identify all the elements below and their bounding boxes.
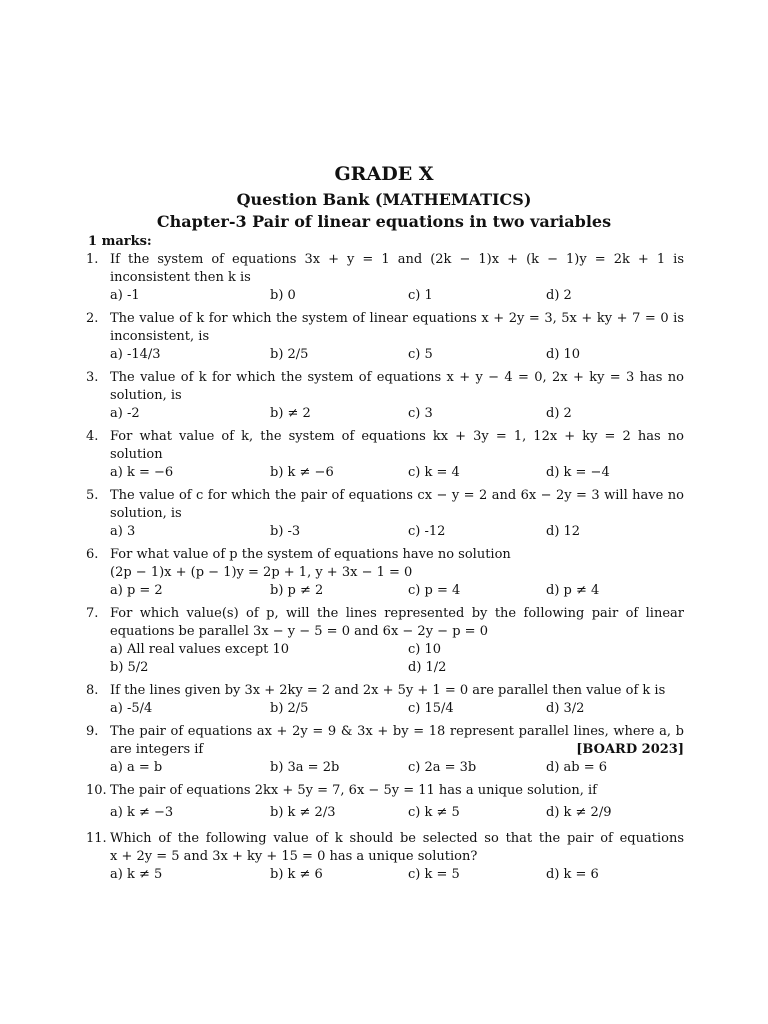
option-d: d) 2 xyxy=(546,288,572,303)
question-number: 3. xyxy=(86,370,99,385)
option-c: c) 3 xyxy=(408,406,433,421)
question-text: The pair of equations ax + 2y = 9 & 3x + by = 18 represent parallel lines, where a, b xyxy=(110,724,684,739)
option-c: c) p = 4 xyxy=(408,583,461,598)
option-c: c) 2a = 3b xyxy=(408,760,477,775)
subject-heading: Question Bank (MATHEMATICS) xyxy=(236,190,532,209)
option-b: b) ≠ 2 xyxy=(270,406,311,421)
option-c: c) 10 xyxy=(408,642,442,657)
question-7 xyxy=(86,605,684,677)
question-text: solution, is xyxy=(110,506,182,521)
option-c: c) -12 xyxy=(408,524,446,539)
option-a: a) -2 xyxy=(110,406,140,421)
question-3 xyxy=(86,369,684,423)
question-number: 6. xyxy=(86,547,99,562)
page-title: GRADE X xyxy=(334,163,434,185)
option-c: c) k ≠ 5 xyxy=(408,805,460,820)
question-text: The value of c for which the pair of equations cx − y = 2 and 6x − 2y = 3 will have no xyxy=(110,488,684,503)
option-d: d) k = −4 xyxy=(546,465,610,480)
question-text: For which value(s) of p, will the lines represented by the following pair of linear xyxy=(110,606,684,621)
option-b: b) 0 xyxy=(270,288,296,303)
question-number: 10. xyxy=(86,783,107,798)
option-b: b) 2/5 xyxy=(270,347,309,362)
option-d: d) 2 xyxy=(546,406,572,421)
option-a: a) p = 2 xyxy=(110,583,163,598)
option-a: a) All real values except 10 xyxy=(110,642,290,657)
option-c: c) k = 4 xyxy=(408,465,460,480)
option-d: d) 3/2 xyxy=(546,701,585,716)
question-11 xyxy=(86,830,684,884)
question-number: 11. xyxy=(86,831,107,846)
question-text: (2p − 1)x + (p − 1)y = 2p + 1, y + 3x − 1 = 0 xyxy=(110,565,413,580)
option-c: c) 1 xyxy=(408,288,433,303)
question-5 xyxy=(86,487,684,541)
question-text: Which of the following value of k should be selected so that the pair of equations xyxy=(110,831,684,846)
question-9 xyxy=(86,723,684,777)
marks-label: 1 marks: xyxy=(88,234,152,249)
question-text: For what value of p the system of equations have no solution xyxy=(110,547,511,562)
question-number: 4. xyxy=(86,429,99,444)
option-d: d) ab = 6 xyxy=(546,760,608,775)
option-b: b) k ≠ 2/3 xyxy=(270,805,336,820)
option-a: a) a = b xyxy=(110,760,163,775)
question-text: inconsistent, is xyxy=(110,329,210,344)
board-tag: [BOARD 2023] xyxy=(576,742,684,757)
option-c: c) k = 5 xyxy=(408,867,460,882)
option-d: d) k = 6 xyxy=(546,867,599,882)
option-d: d) 10 xyxy=(546,347,581,362)
option-d: d) 1/2 xyxy=(408,660,447,675)
question-4 xyxy=(86,428,684,482)
question-text: The pair of equations 2kx + 5y = 7, 6x − 5y = 11 has a unique solution, if xyxy=(110,783,597,798)
option-b: b) p ≠ 2 xyxy=(270,583,324,598)
question-number: 8. xyxy=(86,683,99,698)
option-a: a) -5/4 xyxy=(110,701,153,716)
option-a: a) -14/3 xyxy=(110,347,161,362)
option-c: c) 5 xyxy=(408,347,433,362)
option-a: a) k = −6 xyxy=(110,465,174,480)
option-b: b) 3a = 2b xyxy=(270,760,340,775)
option-a: a) -1 xyxy=(110,288,140,303)
question-text: For what value of k, the system of equations kx + 3y = 1, 12x + ky = 2 has no xyxy=(110,429,684,444)
question-number: 5. xyxy=(86,488,99,503)
question-text: If the system of equations 3x + y = 1 and (2k − 1)x + (k − 1)y = 2k + 1 is xyxy=(110,252,684,267)
question-number: 1. xyxy=(86,252,99,267)
option-d: d) 12 xyxy=(546,524,581,539)
option-c: c) 15/4 xyxy=(408,701,454,716)
question-text: inconsistent then k is xyxy=(110,270,251,285)
question-2 xyxy=(86,310,684,364)
option-d: d) p ≠ 4 xyxy=(546,583,600,598)
option-a: a) k ≠ −3 xyxy=(110,805,174,820)
question-8 xyxy=(86,682,684,718)
question-text: The value of k for which the system of equations x + y − 4 = 0, 2x + ky = 3 has no xyxy=(110,370,684,385)
option-b: b) k ≠ −6 xyxy=(270,465,334,480)
question-text: solution xyxy=(110,447,163,462)
question-number: 9. xyxy=(86,724,99,739)
question-number: 2. xyxy=(86,311,99,326)
option-b: b) -3 xyxy=(270,524,301,539)
option-b: b) 2/5 xyxy=(270,701,309,716)
chapter-heading: Chapter-3 Pair of linear equations in two variables xyxy=(156,212,612,231)
question-text: The value of k for which the system of linear equations x + 2y = 3, 5x + ky + 7 = 0 is xyxy=(110,311,684,326)
question-text: x + 2y = 5 and 3x + ky + 15 = 0 has a unique solution? xyxy=(110,849,478,864)
question-1 xyxy=(86,251,684,305)
option-b: b) k ≠ 6 xyxy=(270,867,323,882)
option-b: b) 5/2 xyxy=(110,660,149,675)
option-d: d) k ≠ 2/9 xyxy=(546,805,612,820)
question-10 xyxy=(86,782,684,822)
question-text: are integers if xyxy=(110,742,204,757)
question-text: If the lines given by 3x + 2ky = 2 and 2x + 5y + 1 = 0 are parallel then value of k is xyxy=(110,683,666,698)
option-a: a) 3 xyxy=(110,524,136,539)
question-text: equations be parallel 3x − y − 5 = 0 and 6x − 2y − p = 0 xyxy=(110,624,488,639)
question-text: solution, is xyxy=(110,388,182,403)
option-a: a) k ≠ 5 xyxy=(110,867,163,882)
question-number: 7. xyxy=(86,606,99,621)
question-6 xyxy=(86,546,684,600)
